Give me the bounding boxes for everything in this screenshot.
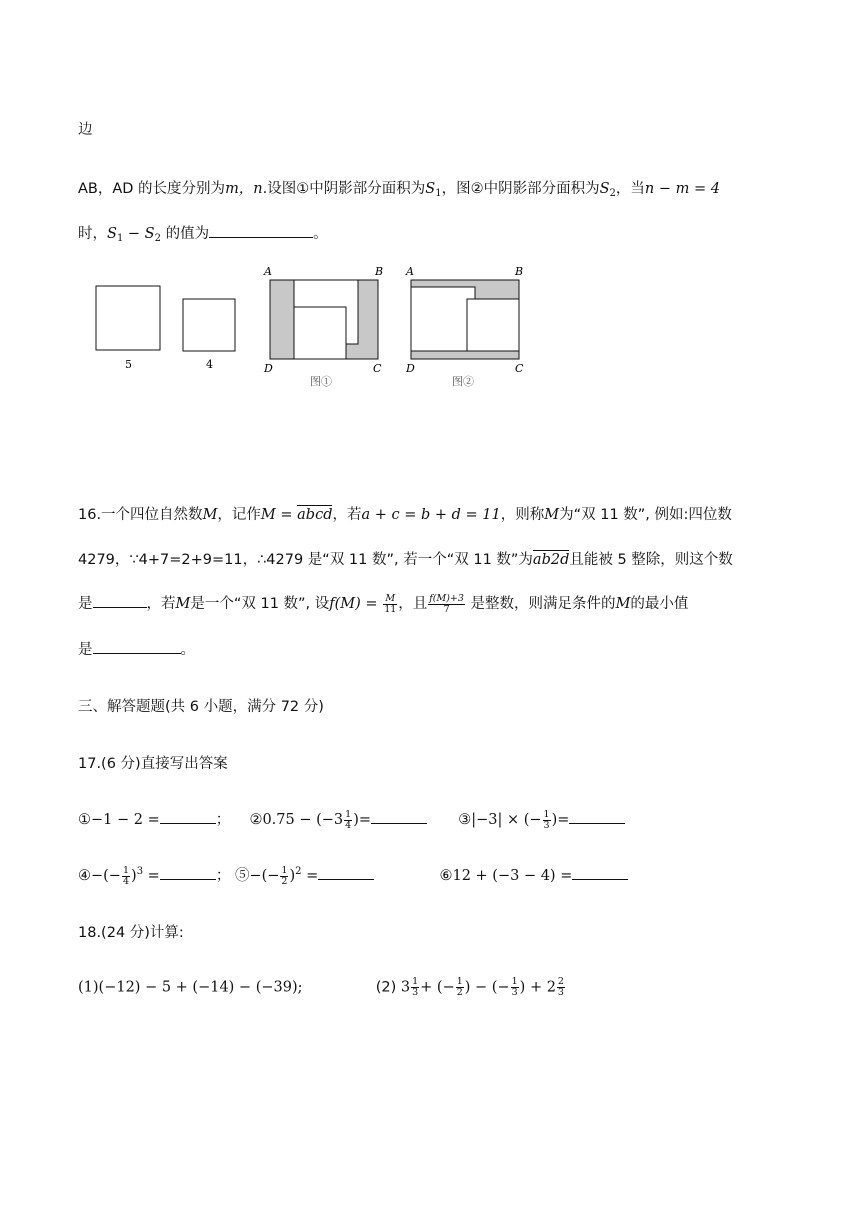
q15-l2-text-b: 的值为 bbox=[161, 226, 210, 242]
q15-l2-minus-s2: − S bbox=[123, 226, 155, 242]
q17-p2: ②0.75 − (−3 bbox=[249, 812, 344, 828]
fig1-label-B: B bbox=[375, 265, 384, 278]
q17-blank-3[interactable] bbox=[569, 811, 625, 824]
q15-text-a: AB，AD 的长度分别为 bbox=[78, 181, 226, 197]
q16-line3 bbox=[78, 592, 688, 615]
frac-num: f(M)+3 bbox=[429, 592, 464, 604]
fig2-label-D: D bbox=[406, 362, 415, 375]
fig2-label-C: C bbox=[515, 362, 524, 375]
frac-den: 2 bbox=[281, 875, 288, 887]
q18-p2-a: 3 bbox=[400, 979, 411, 996]
figure-1 bbox=[263, 265, 383, 388]
q17-p1-end: ； bbox=[215, 812, 231, 828]
q15-l2-s1-sub: 1 bbox=[116, 233, 124, 244]
q18-part1: (1)(−12) − 5 + (−14) − (−39); bbox=[78, 979, 303, 996]
q18-p2-frac-c bbox=[511, 977, 519, 998]
q17-p5-end: ) bbox=[289, 868, 296, 884]
q17-p5-eq: = bbox=[301, 868, 319, 884]
q15-s2: S bbox=[599, 181, 610, 197]
q17-p2-frac bbox=[344, 810, 352, 831]
frac-den: 2 bbox=[456, 987, 463, 998]
q16-l3-text-c: 是一个“双 11 数”, 设 bbox=[190, 596, 330, 612]
frac-num: 1 bbox=[281, 864, 288, 876]
q18-row bbox=[78, 977, 566, 998]
fig2-label-B: B bbox=[515, 265, 524, 278]
q16-l3-text-d: ，且 bbox=[398, 596, 428, 612]
q17-blank-1[interactable] bbox=[160, 811, 216, 824]
q16-text-b: ，记作 bbox=[217, 507, 261, 523]
q18-p2-frac-a bbox=[411, 977, 419, 998]
fig1-caption: 图① bbox=[310, 375, 332, 388]
q16-M: M bbox=[202, 507, 218, 523]
q15-figure bbox=[88, 262, 538, 392]
q16-ab2d: ab2d bbox=[532, 552, 570, 568]
q17-p4-frac bbox=[122, 866, 130, 887]
fig1-label-C: C bbox=[373, 362, 382, 375]
q17-row2 bbox=[78, 864, 628, 887]
frac-num: 2 bbox=[557, 976, 564, 987]
q18-part2-label: (2) bbox=[375, 979, 397, 996]
q16-l2-text-b: 且能被 5 整除，则这个数 bbox=[569, 552, 733, 568]
frac-den: 7 bbox=[443, 603, 450, 615]
q17-p4-exponent: 3 bbox=[136, 866, 144, 877]
frac-num: 1 bbox=[122, 864, 130, 876]
q15-condition: n − m = 4 bbox=[644, 181, 720, 197]
q17-p4-eq: = bbox=[143, 868, 160, 884]
q18-p2-b: + (− bbox=[420, 979, 455, 996]
q17-p4-sep: ； bbox=[215, 868, 231, 884]
q15-mn: m，n bbox=[225, 181, 263, 197]
q16-l3-M: M bbox=[175, 596, 191, 612]
q17-p2-end: )= bbox=[353, 812, 371, 828]
q16-l3-text-f: 的最小值 bbox=[630, 596, 689, 612]
q17-p5: ⑤−(− bbox=[234, 868, 280, 884]
fig1-label-D: D bbox=[264, 362, 273, 375]
q16-line1 bbox=[78, 503, 732, 524]
q15-l2-end: 。 bbox=[313, 226, 328, 242]
frac-num: 1 bbox=[345, 808, 352, 820]
q17-p6: ⑥12 + (−3 − 4) = bbox=[439, 868, 573, 884]
q17-p4: ④−(− bbox=[78, 868, 121, 884]
fig1-label-A: A bbox=[264, 265, 272, 278]
q16-eq: M = bbox=[260, 507, 298, 523]
q18-p2-frac-d bbox=[557, 977, 565, 998]
q16-line2 bbox=[78, 548, 733, 569]
frac-num: 1 bbox=[412, 976, 419, 987]
q16-frac-M-11 bbox=[383, 594, 397, 615]
q16-answer-blank-1[interactable] bbox=[93, 595, 147, 608]
q15-line1 bbox=[78, 177, 720, 199]
frac-den: 4 bbox=[345, 819, 352, 831]
q16-l3-M2: M bbox=[615, 596, 631, 612]
q16-abcd: abcd bbox=[297, 507, 333, 523]
frac-den: 11 bbox=[384, 603, 397, 615]
q18-title: 18.(24 分)计算: bbox=[78, 925, 184, 941]
q17-p5-exponent: 2 bbox=[295, 866, 302, 877]
q18-p2-d: ) + 2 bbox=[519, 979, 556, 996]
q17-p1: ①−1 − 2 = bbox=[78, 812, 160, 828]
q16-frac-fM3-7 bbox=[428, 594, 465, 615]
q15-line0: 边 bbox=[78, 122, 93, 138]
q16-M2: M bbox=[544, 507, 560, 523]
fig2-caption: 图② bbox=[452, 375, 474, 388]
q15-text-d: ，当 bbox=[615, 181, 645, 197]
q15-answer-blank[interactable] bbox=[209, 225, 313, 238]
square-4 bbox=[183, 299, 235, 351]
q15-line2 bbox=[78, 222, 328, 244]
section-3-heading: 三、解答题题(共 6 小题，满分 72 分) bbox=[78, 699, 324, 715]
q16-cond: a + c = b + d = 11 bbox=[361, 507, 501, 523]
figure-2 bbox=[405, 265, 524, 388]
q15-l2-text-a: 时， bbox=[78, 226, 107, 242]
frac-den: 3 bbox=[543, 819, 550, 831]
q17-blank-5[interactable] bbox=[318, 867, 374, 880]
q16-text-e: 为“双 11 数”, 例如:四位数 bbox=[559, 507, 732, 523]
q17-p5-frac bbox=[280, 866, 288, 887]
q16-text-d: ，则称 bbox=[500, 507, 545, 523]
q16-l3-text-a: 是 bbox=[78, 596, 93, 612]
square-4-label: 4 bbox=[206, 358, 213, 371]
q16-l4-end: 。 bbox=[180, 642, 195, 658]
q15-s2-sub: 2 bbox=[609, 188, 616, 199]
q16-l4-text-a: 是 bbox=[78, 642, 93, 658]
frac-den: 3 bbox=[557, 987, 564, 998]
fig2-label-A: A bbox=[406, 265, 414, 278]
q17-title: 17.(6 分)直接写出答案 bbox=[78, 756, 228, 772]
q16-l3-f: f(M) = bbox=[329, 596, 383, 612]
q15-s1: S bbox=[425, 181, 436, 197]
frac-num: 1 bbox=[543, 808, 550, 820]
q17-blank-2[interactable] bbox=[371, 811, 427, 824]
q15-s1-sub: 1 bbox=[435, 188, 442, 199]
frac-num: 1 bbox=[456, 976, 463, 987]
q18-p2-frac-b bbox=[456, 977, 464, 998]
q17-blank-4[interactable] bbox=[160, 867, 216, 880]
q16-text-a: 16.一个四位自然数 bbox=[78, 507, 203, 523]
q16-answer-blank-2[interactable] bbox=[93, 641, 181, 654]
q17-blank-6[interactable] bbox=[572, 867, 628, 880]
q17-p3-end: )= bbox=[551, 812, 570, 828]
q17-p3-frac bbox=[543, 810, 551, 831]
q15-l2-s2-sub: 2 bbox=[154, 233, 161, 244]
q16-l3-text-e: 是整数，则满足条件的 bbox=[465, 596, 616, 612]
frac-den: 4 bbox=[122, 875, 130, 887]
frac-den: 3 bbox=[412, 987, 419, 998]
q17-row1 bbox=[78, 808, 625, 831]
frac-num: M bbox=[383, 594, 397, 605]
q15-l2-s1: S bbox=[107, 226, 117, 242]
frac-den: 3 bbox=[511, 987, 518, 998]
q17-p4-end: ) bbox=[131, 868, 137, 884]
q16-l3-text-b: ，若 bbox=[146, 596, 176, 612]
q15-text-c: ，图②中阴影部分面积为 bbox=[441, 181, 600, 197]
q16-text-c: ，若 bbox=[332, 507, 362, 523]
frac-num: 1 bbox=[511, 976, 518, 987]
q15-text-b: .设图①中阴影部分面积为 bbox=[262, 181, 426, 197]
square-5-label: 5 bbox=[125, 358, 132, 371]
square-5 bbox=[96, 286, 160, 350]
q16-line4 bbox=[78, 638, 195, 659]
q18-p2-c: ) − (− bbox=[464, 979, 510, 996]
q17-p3: ③|−3| × (− bbox=[458, 812, 542, 828]
q16-l2-text-a: 4279，∵4+7=2+9=11，∴4279 是“双 11 数”, 若一个“双 11 数”为 bbox=[78, 552, 533, 568]
